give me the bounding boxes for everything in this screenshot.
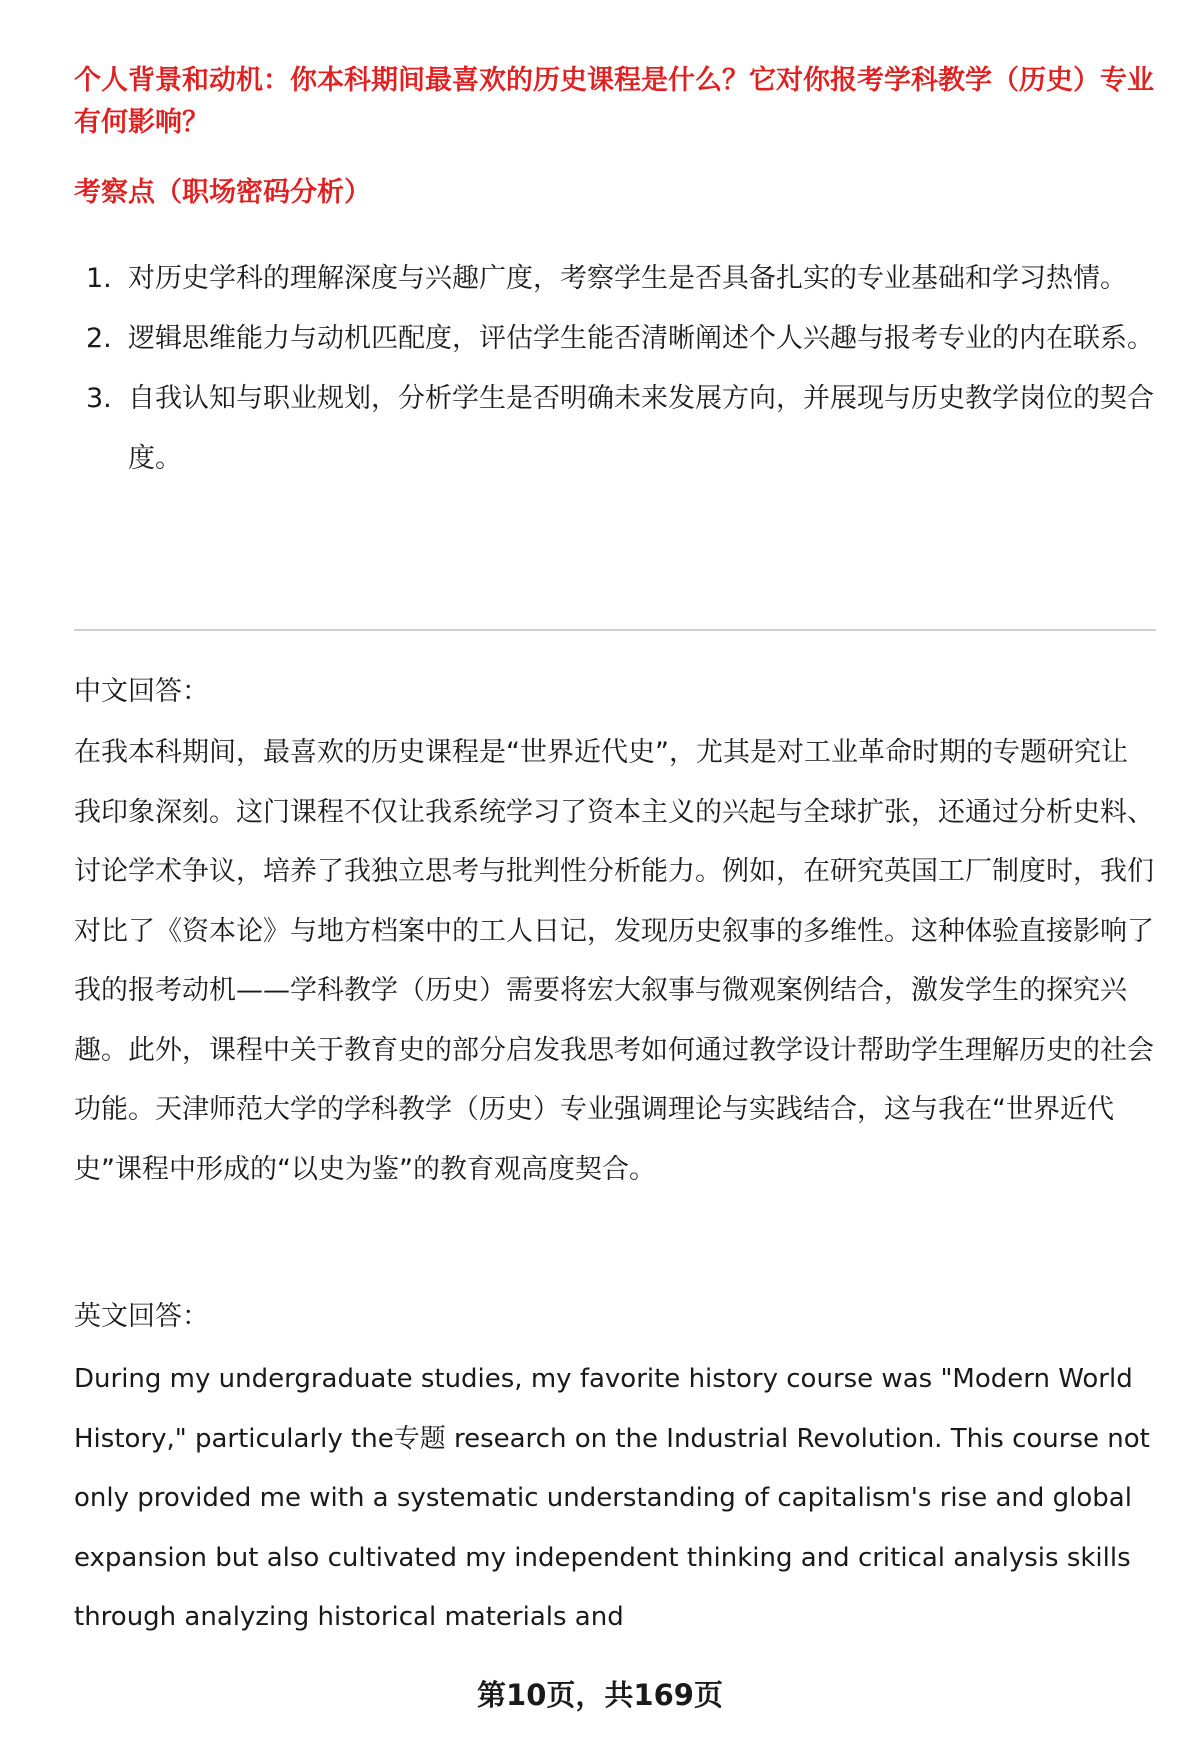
english-answer-label: 英文回答： bbox=[74, 1301, 209, 1332]
chinese-answer-label: 中文回答： bbox=[74, 676, 209, 707]
chinese-answer-text: 在我本科期间，最喜欢的历史课程是“世界近代史”，尤其是对工业革命时期的专题研究让我印象深刻。这门课程不仅让我系统学习了资本主义的兴起与全球扩张，还通过分析史料、讨论学术争议，培养了我独立思考与批判性分析能力。例如，在研究英国工厂制度时，我们对比了《资本论》与地方档案中的工人日记，发现历史叙事的多维性。这种体验直接影响了我的报考动机——学科教学（历史）需要将宏大叙事与微观案例结合，激发学生的探究兴趣。此外，课程中关于教育史的部分启发我思考如何通过教学设计帮助学生理解历史的社会功能。天津师范大学的学科教学（历史）专业强调理论与实践结合，这与我在“世界近代史”课程中形成的“以史为鉴”的教育观高度契合。 bbox=[74, 737, 1154, 1185]
list-item-text: 自我认知与职业规划，分析学生是否明确未来发展方向，并展现与历史教学岗位的契合度。 bbox=[128, 383, 1154, 474]
list-item-number: 2. bbox=[86, 323, 112, 354]
list-item-text: 逻辑思维能力与动机匹配度，评估学生能否清晰阐述个人兴趣与报考专业的内在联系。 bbox=[128, 323, 1154, 354]
list-item-number: 3. bbox=[86, 383, 112, 414]
list-item bbox=[74, 249, 1154, 309]
list-item-number: 1. bbox=[86, 263, 112, 294]
english-answer-text: During my undergraduate studies, my favorite history course was "Modern World History," particularly the专题 research on the Industrial Revolution. This course not only provided me with a systematic understanding of capitalism's rise and global expansion but also cultivated my independent thinking and critical analysis skills through analyzing historical materials and bbox=[74, 1364, 1150, 1632]
page-number-footer: 第10页，共169页 bbox=[477, 1678, 723, 1712]
section-title: 考察点（职场密码分析） bbox=[74, 177, 371, 208]
list-item-text: 对历史学科的理解深度与兴趣广度，考察学生是否具备扎实的专业基础和学习热情。 bbox=[128, 263, 1127, 294]
section-divider bbox=[74, 629, 1156, 631]
question-heading: 个人背景和动机：你本科期间最喜欢的历史课程是什么？它对你报考学科教学（历史）专业有何影响？ bbox=[74, 65, 1154, 138]
list-item bbox=[74, 369, 1154, 489]
list-item bbox=[74, 309, 1154, 369]
assessment-points-list bbox=[74, 249, 1154, 489]
